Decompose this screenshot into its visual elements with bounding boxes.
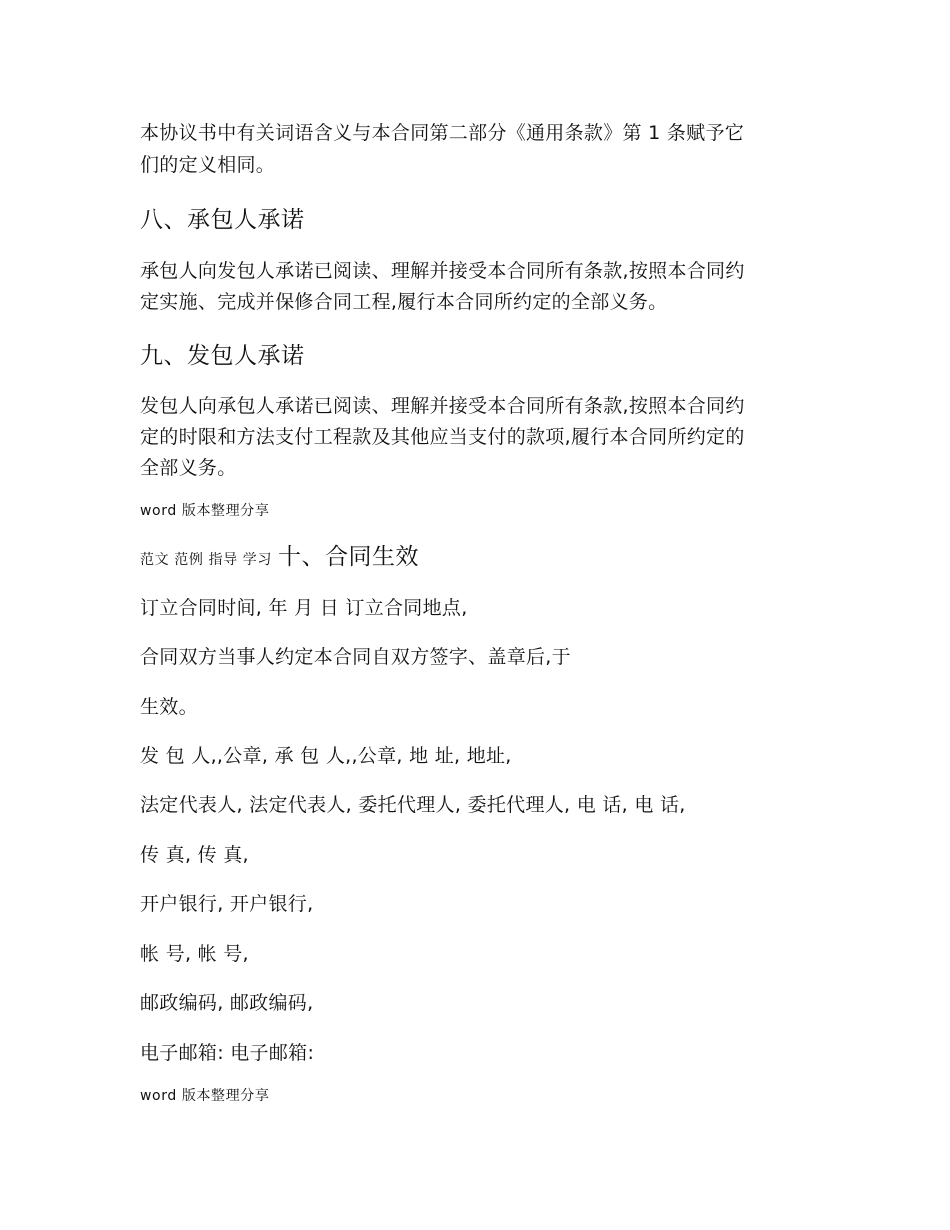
signature-row-email: 电子邮箱: 电子邮箱: [140, 1042, 315, 1064]
signature-row-bank: 开户银行, 开户银行, [140, 893, 314, 915]
page-footer-bottom: word 版本整理分享 [140, 1088, 270, 1104]
header-keywords: 范文 范例 指导 学习 [140, 552, 272, 568]
signature-row-account: 帐 号, 帐 号, [140, 943, 249, 965]
section-9-line-2: 定的时限和方法支付工程款及其他应当支付的款项,履行本合同所约定的 [140, 426, 745, 448]
definitions-line-2: 们的定义相同。 [140, 154, 276, 176]
section-10-line-2: 合同双方当事人约定本合同自双方签字、盖章后,于 [140, 646, 571, 668]
signature-row-parties: 发 包 人,,公章, 承 包 人,,公章, 地 址, 地址, [140, 745, 512, 767]
section-10-line-3: 生效。 [140, 696, 198, 718]
section-10-heading: 十、合同生效 [277, 544, 419, 570]
section-9-line-3: 全部义务。 [140, 457, 237, 479]
section-10-heading-line [140, 538, 419, 571]
section-8-line-2: 定实施、完成并保修合同工程,履行本合同所约定的全部义务。 [140, 291, 668, 313]
section-9-line-1: 发包人向承包人承诺已阅读、理解并接受本合同所有条款,按照本合同约 [140, 395, 745, 417]
section-10-line-1: 订立合同时间, 年 月 日 订立合同地点, [140, 597, 468, 619]
section-8-heading: 八、承包人承诺 [140, 207, 305, 233]
signature-row-fax: 传 真, 传 真, [140, 844, 249, 866]
signature-row-representatives: 法定代表人, 法定代表人, 委托代理人, 委托代理人, 电 话, 电 话, [140, 794, 686, 816]
page-footer: word 版本整理分享 [140, 503, 270, 519]
section-9-heading: 九、发包人承诺 [140, 343, 305, 369]
section-8-line-1: 承包人向发包人承诺已阅读、理解并接受本合同所有条款,按照本合同约 [140, 260, 745, 282]
definitions-line-1: 本协议书中有关词语含义与本合同第二部分《通用条款》第 1 条赋予它 [140, 122, 745, 144]
signature-row-postcode: 邮政编码, 邮政编码, [140, 992, 314, 1014]
